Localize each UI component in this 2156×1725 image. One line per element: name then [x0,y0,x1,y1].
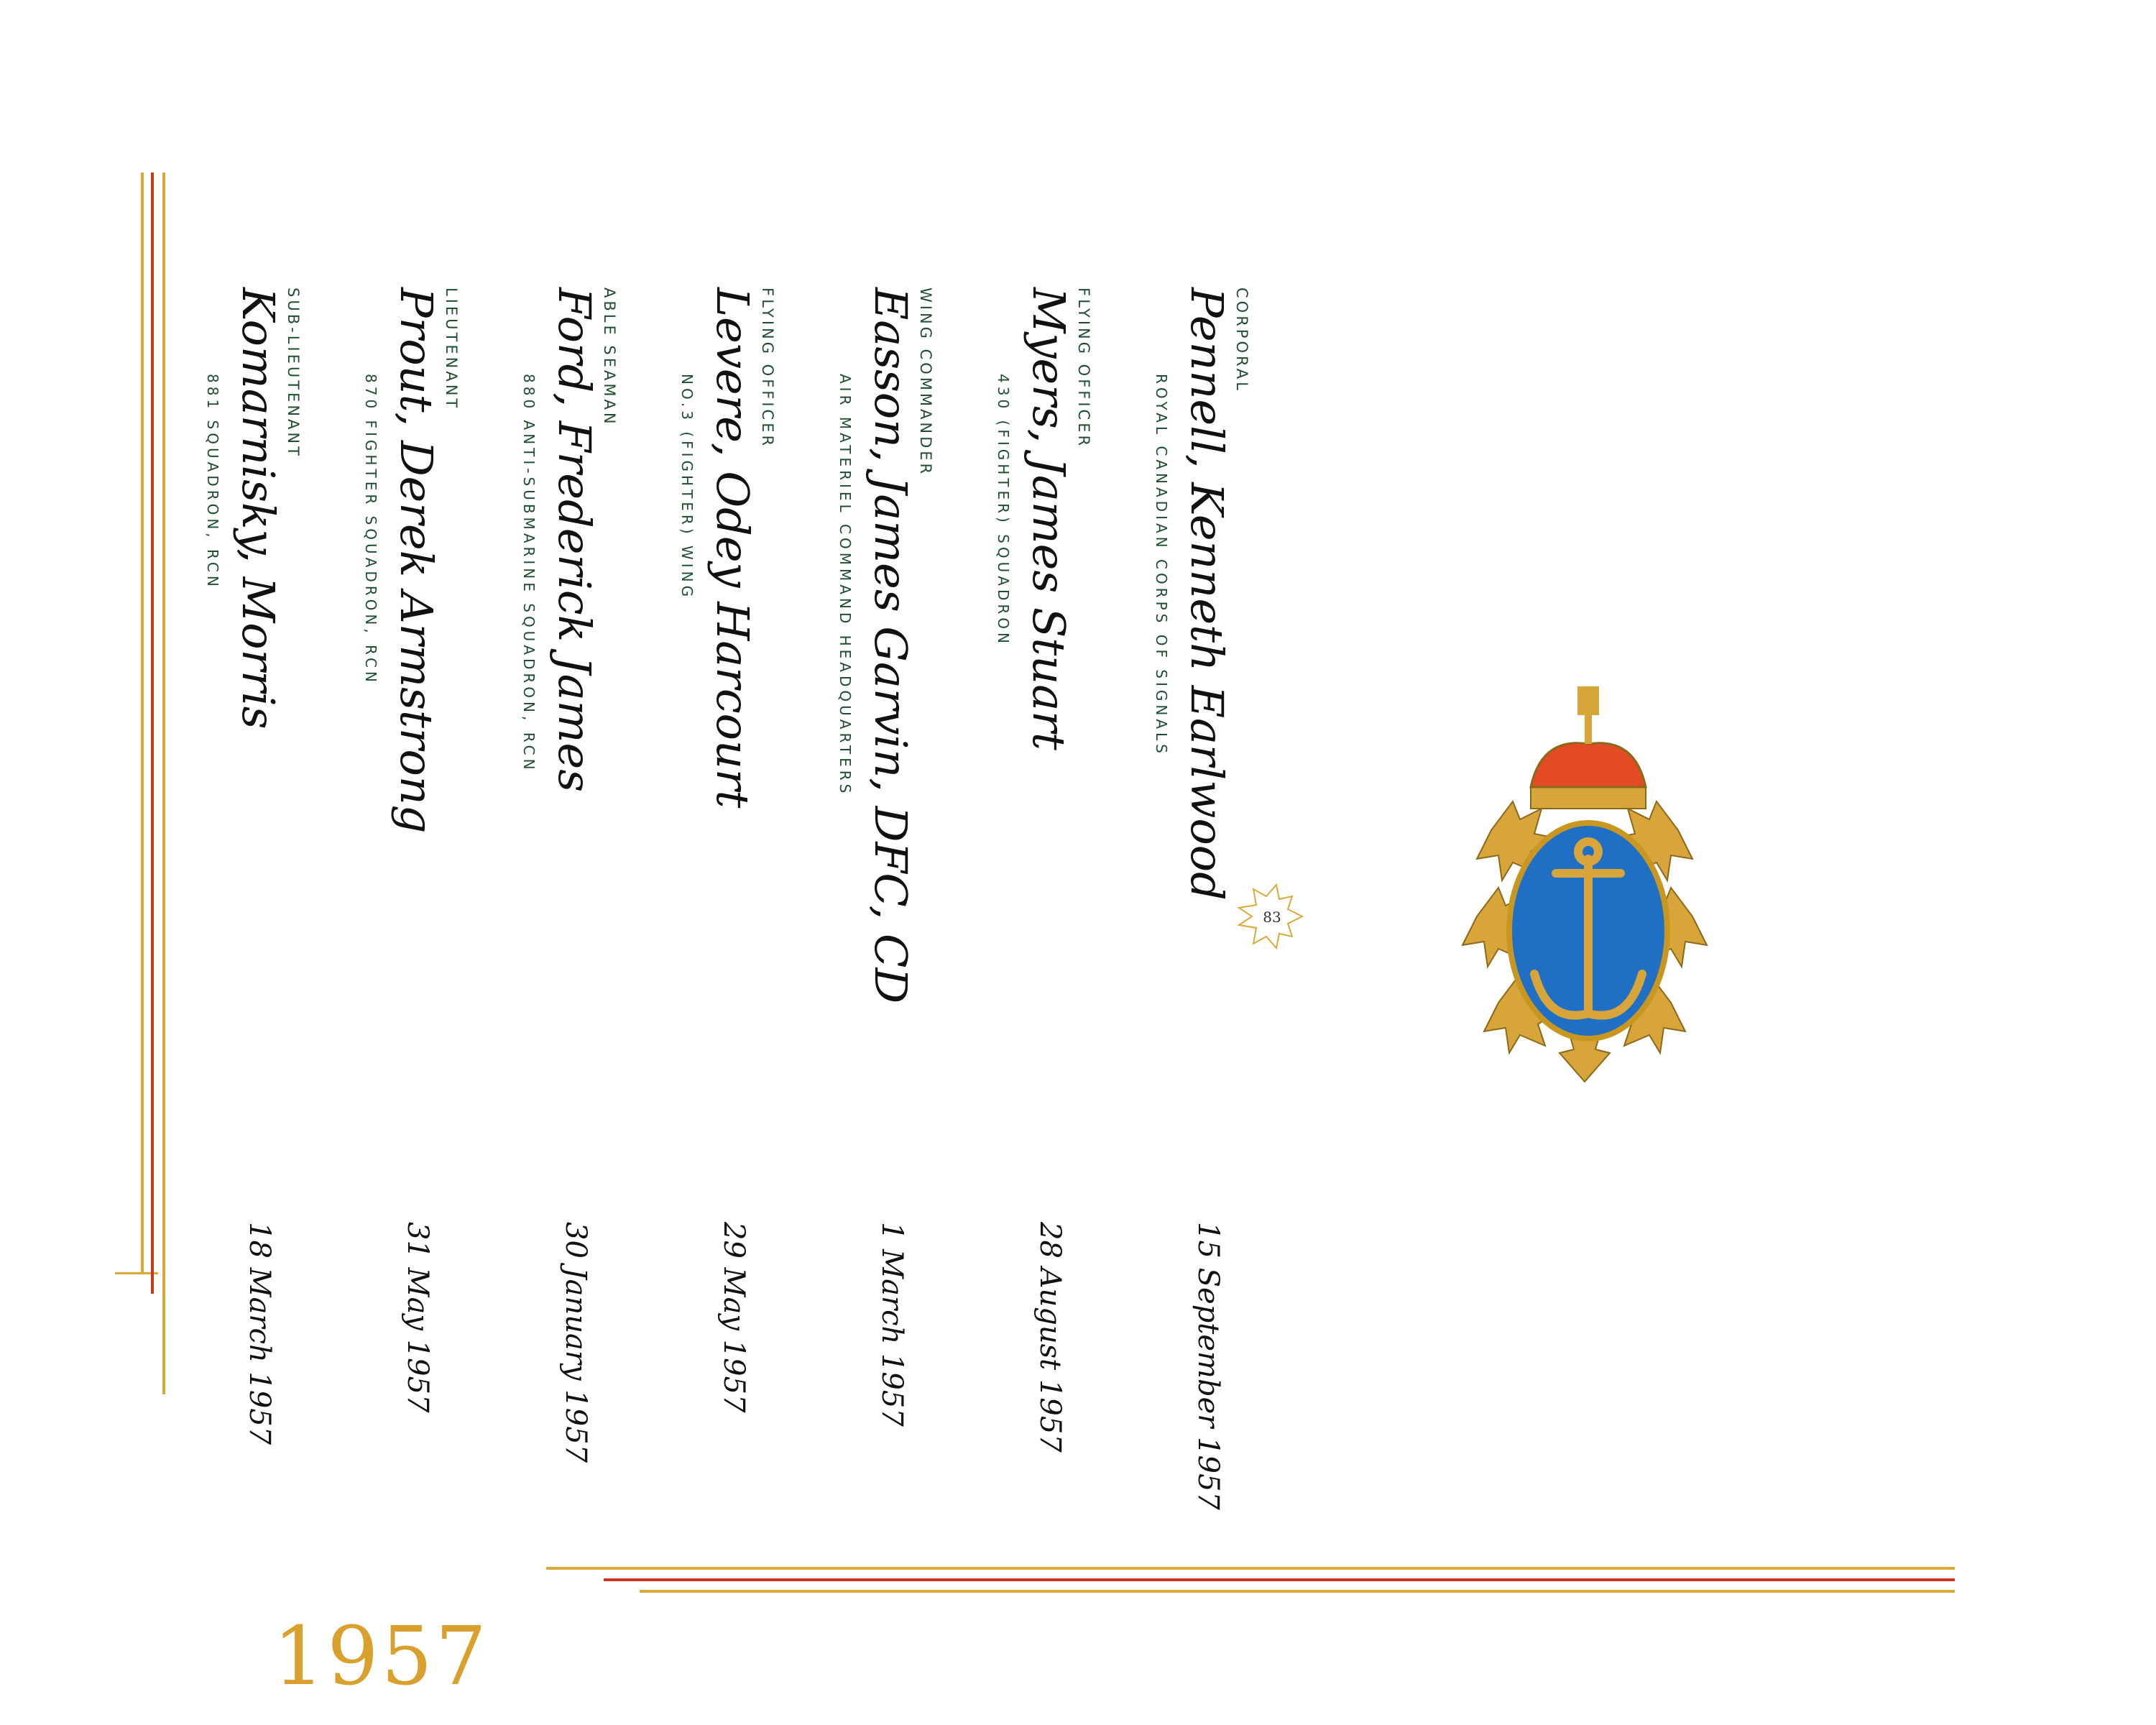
right-gold-rule-2 [640,1590,1955,1593]
entry-date: 1 March 1957 [875,1222,908,1427]
entry-name: Prout, Derek Armstrong [390,288,443,834]
entry-rank: LIEUTENANT [443,288,460,411]
entry-unit: 870 FIGHTER SQUADRON, RCN [362,374,379,686]
entry-rank: ABLE SEAMAN [601,288,618,427]
entry-date: 29 May 1957 [717,1222,750,1413]
year-heading: 1957 [273,1610,490,1703]
crown-icon [1531,686,1646,809]
entry-name: Komarnisky, Morris [232,288,285,730]
entry-date: 28 August 1957 [1033,1222,1067,1453]
entry-name: Ford, Frederick James [548,288,601,793]
entry-unit: 881 SQUADRON, RCN [204,374,221,590]
entry-rank: CORPORAL [1233,288,1250,393]
entry-rank: SUB-LIEUTENANT [285,288,302,459]
entry-unit: 880 ANTI-SUBMARINE SQUADRON, RCN [520,374,538,773]
entry-unit: AIR MATERIEL COMMAND HEADQUARTERS [837,374,854,797]
right-red-rule [604,1578,1955,1581]
right-gold-rule-1 [546,1567,1955,1570]
entry-date: 18 March 1957 [243,1222,276,1445]
top-gold-rule-long [162,172,165,1394]
top-red-rule [151,172,154,1294]
entry-rank: FLYING OFFICER [759,288,776,449]
entry-rank: WING COMMANDER [917,288,934,477]
entry-unit: 430 (FIGHTER) SQUADRON [995,374,1012,647]
naval-crest-icon [1441,643,1750,1103]
page-number: 83 [1263,908,1281,926]
entry-unit: ROYAL CANADIAN CORPS OF SIGNALS [1153,374,1170,757]
entry-name: Easson, James Garvin, DFC, CD [865,288,917,1004]
entry-date: 30 January 1957 [559,1222,592,1463]
top-gold-rule-short [141,172,144,1272]
entry-date: 15 September 1957 [1192,1222,1225,1510]
entry-name: Levere, Odey Harcourt [706,288,759,809]
entry-name: Pennell, Kenneth Earlwood [1181,288,1233,901]
entry-rank: FLYING OFFICER [1075,288,1092,449]
entry-date: 31 May 1957 [401,1222,434,1413]
entry-name: Myers, James Stuart [1023,288,1075,750]
entry-unit: NO.3 (FIGHTER) WING [678,374,696,601]
